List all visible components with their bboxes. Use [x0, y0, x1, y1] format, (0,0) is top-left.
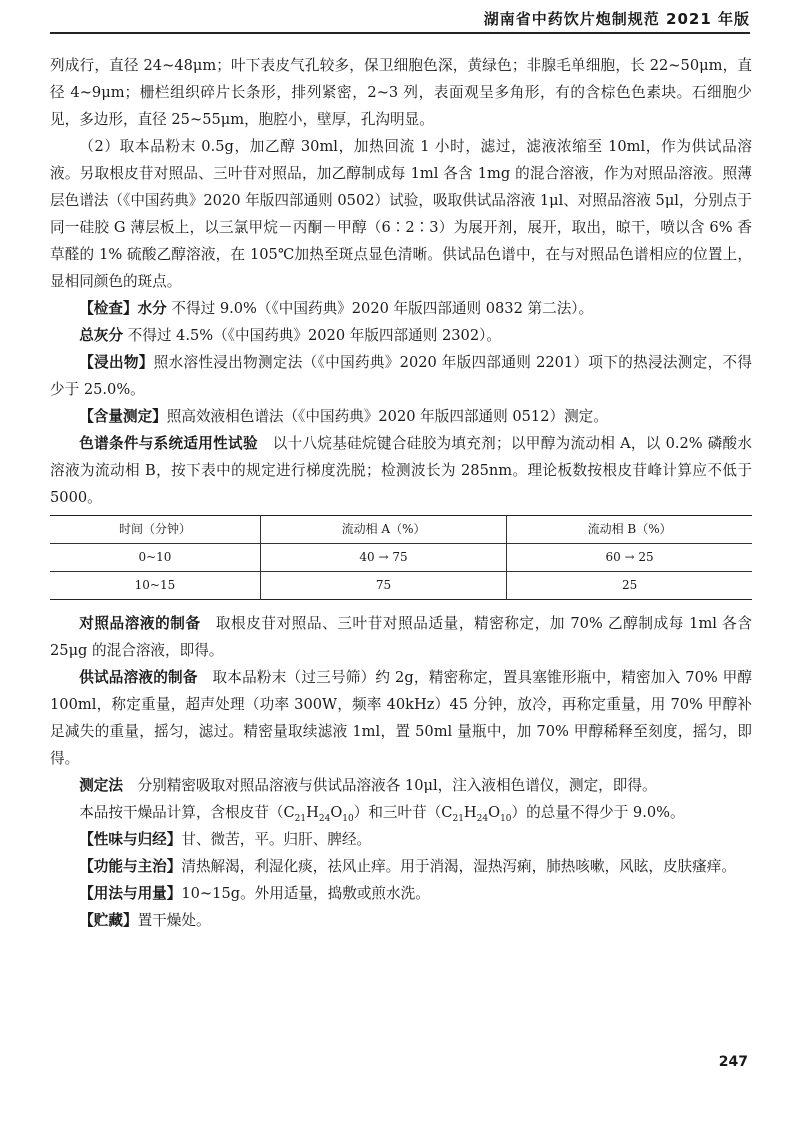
method-label: 测定法 — [79, 777, 123, 794]
usage-paragraph — [50, 880, 752, 907]
reference-solution-label: 对照品溶液的制备 — [79, 615, 201, 632]
usage-label: 【用法与用量】 — [79, 885, 182, 902]
test-solution-label: 供试品溶液的制备 — [79, 669, 198, 686]
reference-solution-paragraph — [50, 610, 752, 664]
limit-text: ）的总量不得少于 9.0%。 — [511, 804, 685, 821]
method-paragraph — [50, 772, 752, 799]
test-solution-paragraph — [50, 664, 752, 772]
table-header-cell: 流动相 B（%） — [507, 516, 752, 544]
header-title: 湖南省中药饮片炮制规范 2021 年版 — [483, 10, 750, 28]
table-header-row — [50, 516, 752, 544]
reference-solution-text: 取根皮苷对照品、三叶苷对照品适量，精密称定，加 70% 乙醇制成每 1ml 各含 25μg 的混合溶液，即得。 — [50, 615, 752, 659]
table-cell: 25 — [507, 572, 752, 600]
function-label: 【功能与主治】 — [79, 858, 182, 875]
test-solution-text: 取本品粉末（过三号筛）约 2g，精密称定，置具塞锥形瓶中，精密加入 70% 甲醇 100ml，称定重量，超声处理（功率 300W，频率 40kHz）45 分钟，放冷，再称定重量，用 70% 甲醇补足减失的重量，摇匀，滤过。精密量取续滤液 1ml，置 50ml 量瓶中，加 70% 甲醇稀释至刻度，摇匀，即得。 — [50, 669, 752, 767]
page-header — [50, 6, 750, 32]
ash-text: 不得过 4.5%（《中国药典》2020 年版四部通则 2302）。 — [127, 327, 501, 344]
table-header-cell: 时间（分钟） — [50, 516, 260, 544]
conditions-label: 色谱条件与系统适用性试验 — [79, 435, 258, 452]
table-cell: 10~15 — [50, 572, 260, 600]
conditions-paragraph — [50, 430, 752, 511]
function-text: 清热解渴，利湿化痰，祛风止痒。用于消渴，湿热泻痢，肺热咳嗽，风眩，皮肤瘙痒。 — [181, 858, 736, 875]
check-water-paragraph — [50, 295, 752, 322]
assay-label: 【含量测定】 — [79, 408, 167, 425]
limit-text: H — [306, 804, 319, 821]
formula-sub: 24 — [318, 813, 331, 824]
limit-text: O — [330, 804, 343, 821]
limit-text: H — [463, 804, 477, 821]
header-rule — [50, 32, 750, 34]
method-text: 分别精密吸取对照品溶液与供试品溶液各 10μl，注入液相色谱仪，测定，即得。 — [137, 777, 657, 794]
extract-text: 照水溶性浸出物测定法（《中国药典》2020 年版四部通则 2201）项下的热浸法测定，不得少于 25.0%。 — [50, 354, 752, 398]
ash-label: 总灰分 — [79, 327, 123, 344]
function-paragraph — [50, 853, 752, 880]
gradient-table — [50, 515, 752, 600]
limit-text: 本品按干燥品计算，含根皮苷（C — [79, 804, 295, 821]
limit-text: O — [488, 804, 501, 821]
check-ash-paragraph — [50, 322, 752, 349]
table-header-cell: 流动相 A（%） — [260, 516, 506, 544]
table-cell: 75 — [260, 572, 506, 600]
extract-paragraph — [50, 349, 752, 403]
formula-sub: 21 — [294, 813, 307, 824]
nature-paragraph — [50, 826, 752, 853]
formula-sub: 21 — [452, 813, 464, 824]
nature-text: 甘、微苦，平。归肝、脾经。 — [181, 831, 372, 848]
page-content — [50, 52, 752, 934]
storage-text: 置干燥处。 — [137, 912, 211, 929]
table-cell: 40 → 75 — [260, 544, 506, 572]
extract-label: 【浸出物】 — [79, 354, 154, 371]
table-cell: 60 → 25 — [507, 544, 752, 572]
table-cell: 0~10 — [50, 544, 260, 572]
check-label: 【检查】水分 — [79, 300, 167, 317]
nature-label: 【性味与归经】 — [79, 831, 182, 848]
limit-paragraph — [50, 799, 752, 826]
assay-text: 照高效液相色谱法（《中国药典》2020 年版四部通则 0512）测定。 — [166, 408, 608, 425]
table-row — [50, 544, 752, 572]
formula-sub: 24 — [476, 813, 489, 824]
microscopy-paragraph: 列成行，直径 24~48μm；叶下表皮气孔较多，保卫细胞色深，黄绿色；非腺毛单细胞，长 22~50μm，直径 4~9μm；栅栏组织碎片长条形，排列紧密，2~3 列，表面观呈多角形，有的含棕色色素块。石细胞少见，多边形，直径 25~55μm，胞腔小，壁厚，孔沟明显。 — [50, 57, 752, 128]
check-water-text: 不得过 9.0%（《中国药典》2020 年版四部通则 0832 第二法）。 — [171, 300, 594, 317]
conditions-text: 以十八烷基硅烷键合硅胶为填充剂；以甲醇为流动相 A，以 0.2% 磷酸水溶液为流动相 B，按下表中的规定进行梯度洗脱；检测波长为 285nm。理论板数按根皮苷峰计算应不低于 5000。 — [50, 435, 752, 506]
assay-paragraph — [50, 403, 752, 430]
formula-sub: 10 — [500, 813, 512, 824]
tlc-paragraph: （2）取本品粉末 0.5g，加乙醇 30ml，加热回流 1 小时，滤过，滤液浓缩至 10ml，作为供试品溶液。另取根皮苷对照品、三叶苷对照品，加乙醇制成每 1ml 各含 1mg 的混合溶液，作为对照品溶液。照薄层色谱法（《中国药典》2020 年版四部通则 0502）试验，吸取供试品溶液 1μl、对照品溶液 5μl，分别点于同一硅胶 G 薄层板上，以三氯甲烷－丙酮－甲醇（6∶2∶3）为展开剂，展开，取出，晾干，喷以含 6% 香草醛的 1% 硫酸乙醇溶液，在 105℃加热至斑点显色清晰。供试品色谱中，在与对照品色谱相应的位置上，显相同颜色的斑点。 — [50, 138, 752, 290]
page-number: 247 — [718, 1054, 748, 1070]
table-row — [50, 572, 752, 600]
formula-sub: 10 — [342, 813, 354, 824]
usage-text: 10~15g。外用适量，捣敷或煎水洗。 — [181, 885, 430, 902]
storage-label: 【贮藏】 — [79, 912, 138, 929]
storage-paragraph — [50, 907, 752, 934]
limit-text: ）和三叶苷（C — [353, 804, 453, 821]
